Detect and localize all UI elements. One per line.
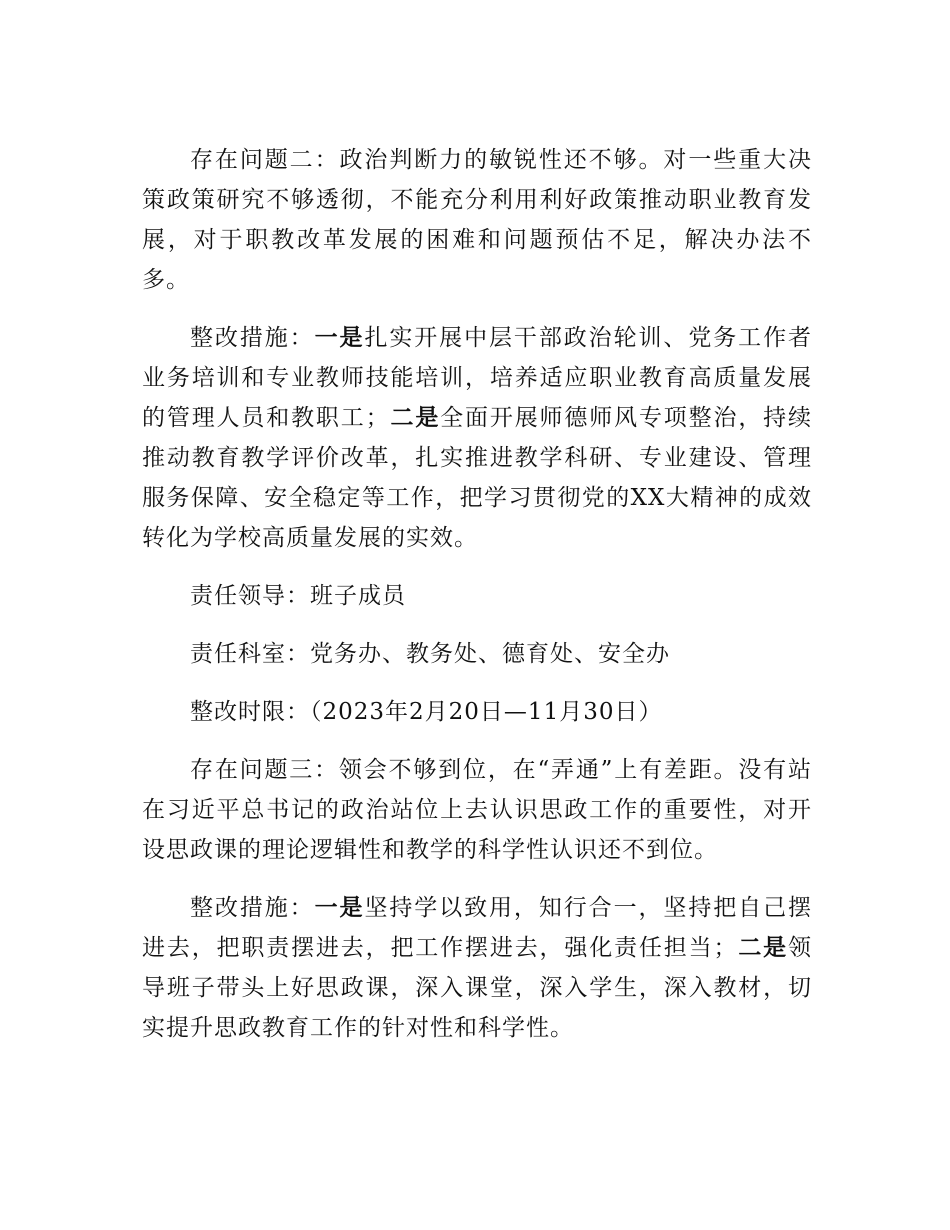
document-body: [142, 140, 812, 1066]
problem-three-text: 存在问题三：领会不够到位，在“弄通”上有差距。没有站在习近平总书记的政治站位上去认识思政工作的重要性，对开设思政课的理论逻辑性和教学的科学性认识还不到位。: [142, 757, 812, 863]
measure-two-text-2: 领导班子带头上好思政课，深入课堂，深入学生，深入教材，切实提升思政教育工作的针对性和科学性。: [142, 935, 813, 1041]
problem-three-paragraph: [142, 750, 812, 870]
responsible-leader-line: [142, 576, 812, 616]
measure-one-text: 扎实开展中层干部政治轮训、党务工作者业务培训和专业教师技能培训，培养适应职业教育高质量发展的管理人员和教职工；: [142, 325, 813, 431]
measure-two-label-2: 二是: [737, 934, 789, 961]
measure-one-text-2: 坚持学以致用，知行合一，坚持把自己摆进去，把职责摆进去，把工作摆进去，强化责任担当；: [142, 895, 813, 961]
deadline-text: 整改时限：（2023年2月20日—11月30日）: [190, 699, 663, 725]
problem-two-text: 存在问题二：政治判断力的敏锐性还不够。对一些重大决策政策研究不够透彻，不能充分利用利好政策推动职业教育发展，对于职教改革发展的困难和问题预估不足，解决办法不多。: [142, 147, 812, 293]
responsible-leader-text: 责任领导：班子成员: [190, 583, 406, 609]
rectification-measures-paragraph-2: [142, 888, 812, 1048]
measure-one-label: 一是: [314, 324, 365, 351]
measure-two-text: 全面开展师德师风专项整治，持续推动教育教学评价改革，扎实推进教学科研、专业建设、管理服务保障、安全稳定等工作，把学习贯彻党的XX大精神的成效转化为学校高质量发展的实效。: [142, 405, 813, 551]
problem-two-paragraph: [142, 140, 812, 300]
rectification-measures-paragraph-1: [142, 318, 812, 558]
responsible-department-line: [142, 634, 812, 674]
responsible-department-text: 责任科室：党务办、教务处、德育处、安全办: [190, 641, 670, 667]
measures-lead-2: 整改措施：: [190, 895, 315, 921]
deadline-line: [142, 692, 812, 732]
measure-two-label: 二是: [389, 404, 441, 431]
measure-one-label-2: 一是: [314, 894, 365, 921]
measures-lead: 整改措施：: [190, 325, 315, 351]
